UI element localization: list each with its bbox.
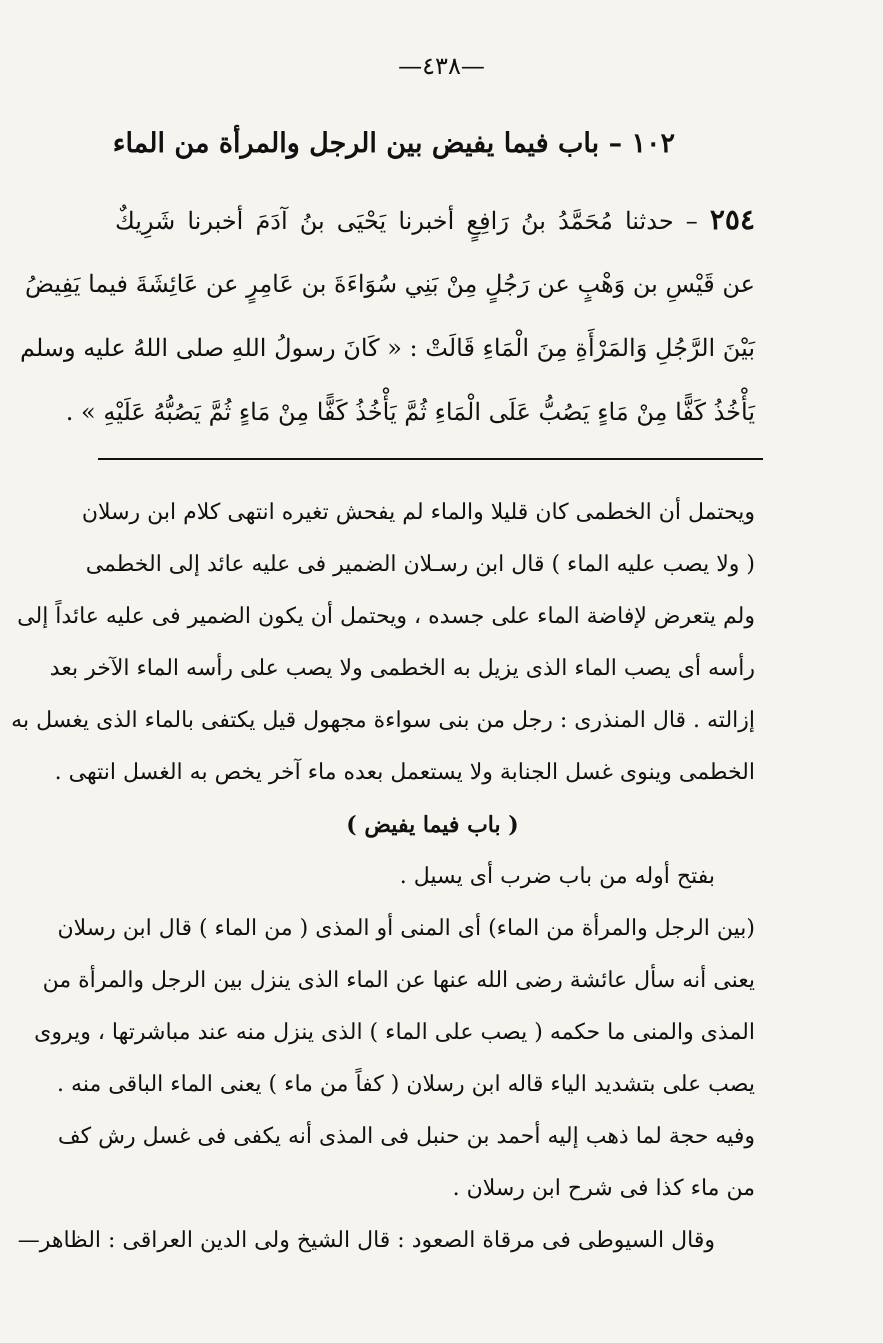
commentary-line: الخطمى وينوى غسل الجنابة ولا يستعمل بعده ماء آخر يخص به الغسل انتهى . xyxy=(54,760,755,785)
commentary-line: يصب على بتشديد الياء قاله ابن رسلان ( كفاً من ماء ) يعنى الماء الباقى منه . xyxy=(57,1072,755,1097)
commentary-line: ولم يتعرض لإفاضة الماء على جسده ، ويحتمل أن يكون الضمير فى عليه عائداً إلى xyxy=(17,604,755,629)
commentary-line: ( ولا يصب عليه الماء ) قال ابن رسـلان الضمير فى عليه عائد إلى الخطمى xyxy=(85,552,755,577)
hadith-line: عن قَيْسِ بن وَهْبٍ عن رَجُلٍ مِنْ بَنِي سُوَاءَةَ بن عَامِرٍ عن عَائِشَةَ فيما يَفِيضُ xyxy=(25,270,755,298)
page-number: —٤٣٨— xyxy=(398,52,485,80)
commentary-line: بفتح أوله من باب ضرب أى يسيل . xyxy=(399,864,715,889)
hadith-line: بَيْنَ الرَّجُلِ وَالمَرْأَةِ مِنَ الْمَاءِ قَالَتْ : « كَانَ رسولُ اللهِ صلى اللهُ عليه وسلم xyxy=(20,334,755,362)
section-divider xyxy=(98,458,763,460)
hadith-number: ٢٥٤ xyxy=(709,203,755,236)
commentary-line: (بين الرجل والمرأة من الماء) أى المنى أو المذى ( من الماء ) قال ابن رسلان xyxy=(57,916,755,941)
hadith-block xyxy=(20,188,755,444)
hadith-line: يَأْخُذُ كَفًّا مِنْ مَاءٍ يَصُبُّ عَلَى الْمَاءِ ثُمَّ يَأْخُذُ كَفًّا مِنْ مَاءٍ ثُمَّ يَصُبُّهُ عَلَيْهِ » . xyxy=(65,398,755,426)
commentary-line: يعنى أنه سأل عائشة رضى الله عنها عن الماء الذى ينزل بين الرجل والمرأة من xyxy=(42,968,755,993)
commentary-line: من ماء كذا فى شرح ابن رسلان . xyxy=(452,1176,755,1201)
commentary-line: المذى والمنى ما حكمه ( يصب على الماء ) الذى ينزل منه عند مباشرتها ، ويروى xyxy=(34,1020,755,1045)
chapter-title: ١٠٢ – باب فيما يفيض بين الرجل والمرأة من الماء xyxy=(112,128,675,159)
commentary-line: ويحتمل أن الخطمى كان قليلا والماء لم يفحش تغيره انتهى كلام ابن رسلان xyxy=(81,500,755,525)
commentary-line: وفيه حجة لما ذهب إليه أحمد بن حنبل فى المذى أنه يكفى فى غسل رش كف xyxy=(57,1124,755,1149)
sub-heading: ( باب فيما يفيض ) xyxy=(346,812,519,838)
commentary-line: إزالته . قال المنذرى : رجل من بنى سواءة مجهول قيل يكتفى بالماء الذى يغسل به xyxy=(11,708,755,733)
commentary-block xyxy=(11,487,755,1267)
commentary-line: وقال السيوطى فى مرقاة الصعود : قال الشيخ ولى الدين العراقى : الظاهر— xyxy=(17,1228,715,1253)
hadith-text: – حدثنا مُحَمَّدُ بنُ رَافِعٍ أخبرنا يَحْيَى بنُ آدَمَ أخبرنا شَرِيكٌ xyxy=(115,207,698,235)
hadith-line xyxy=(115,188,755,252)
commentary-line: رأسه أى يصب الماء الذى يزيل به الخطمى ولا يصب على رأسه الماء الآخر بعد xyxy=(49,656,755,681)
